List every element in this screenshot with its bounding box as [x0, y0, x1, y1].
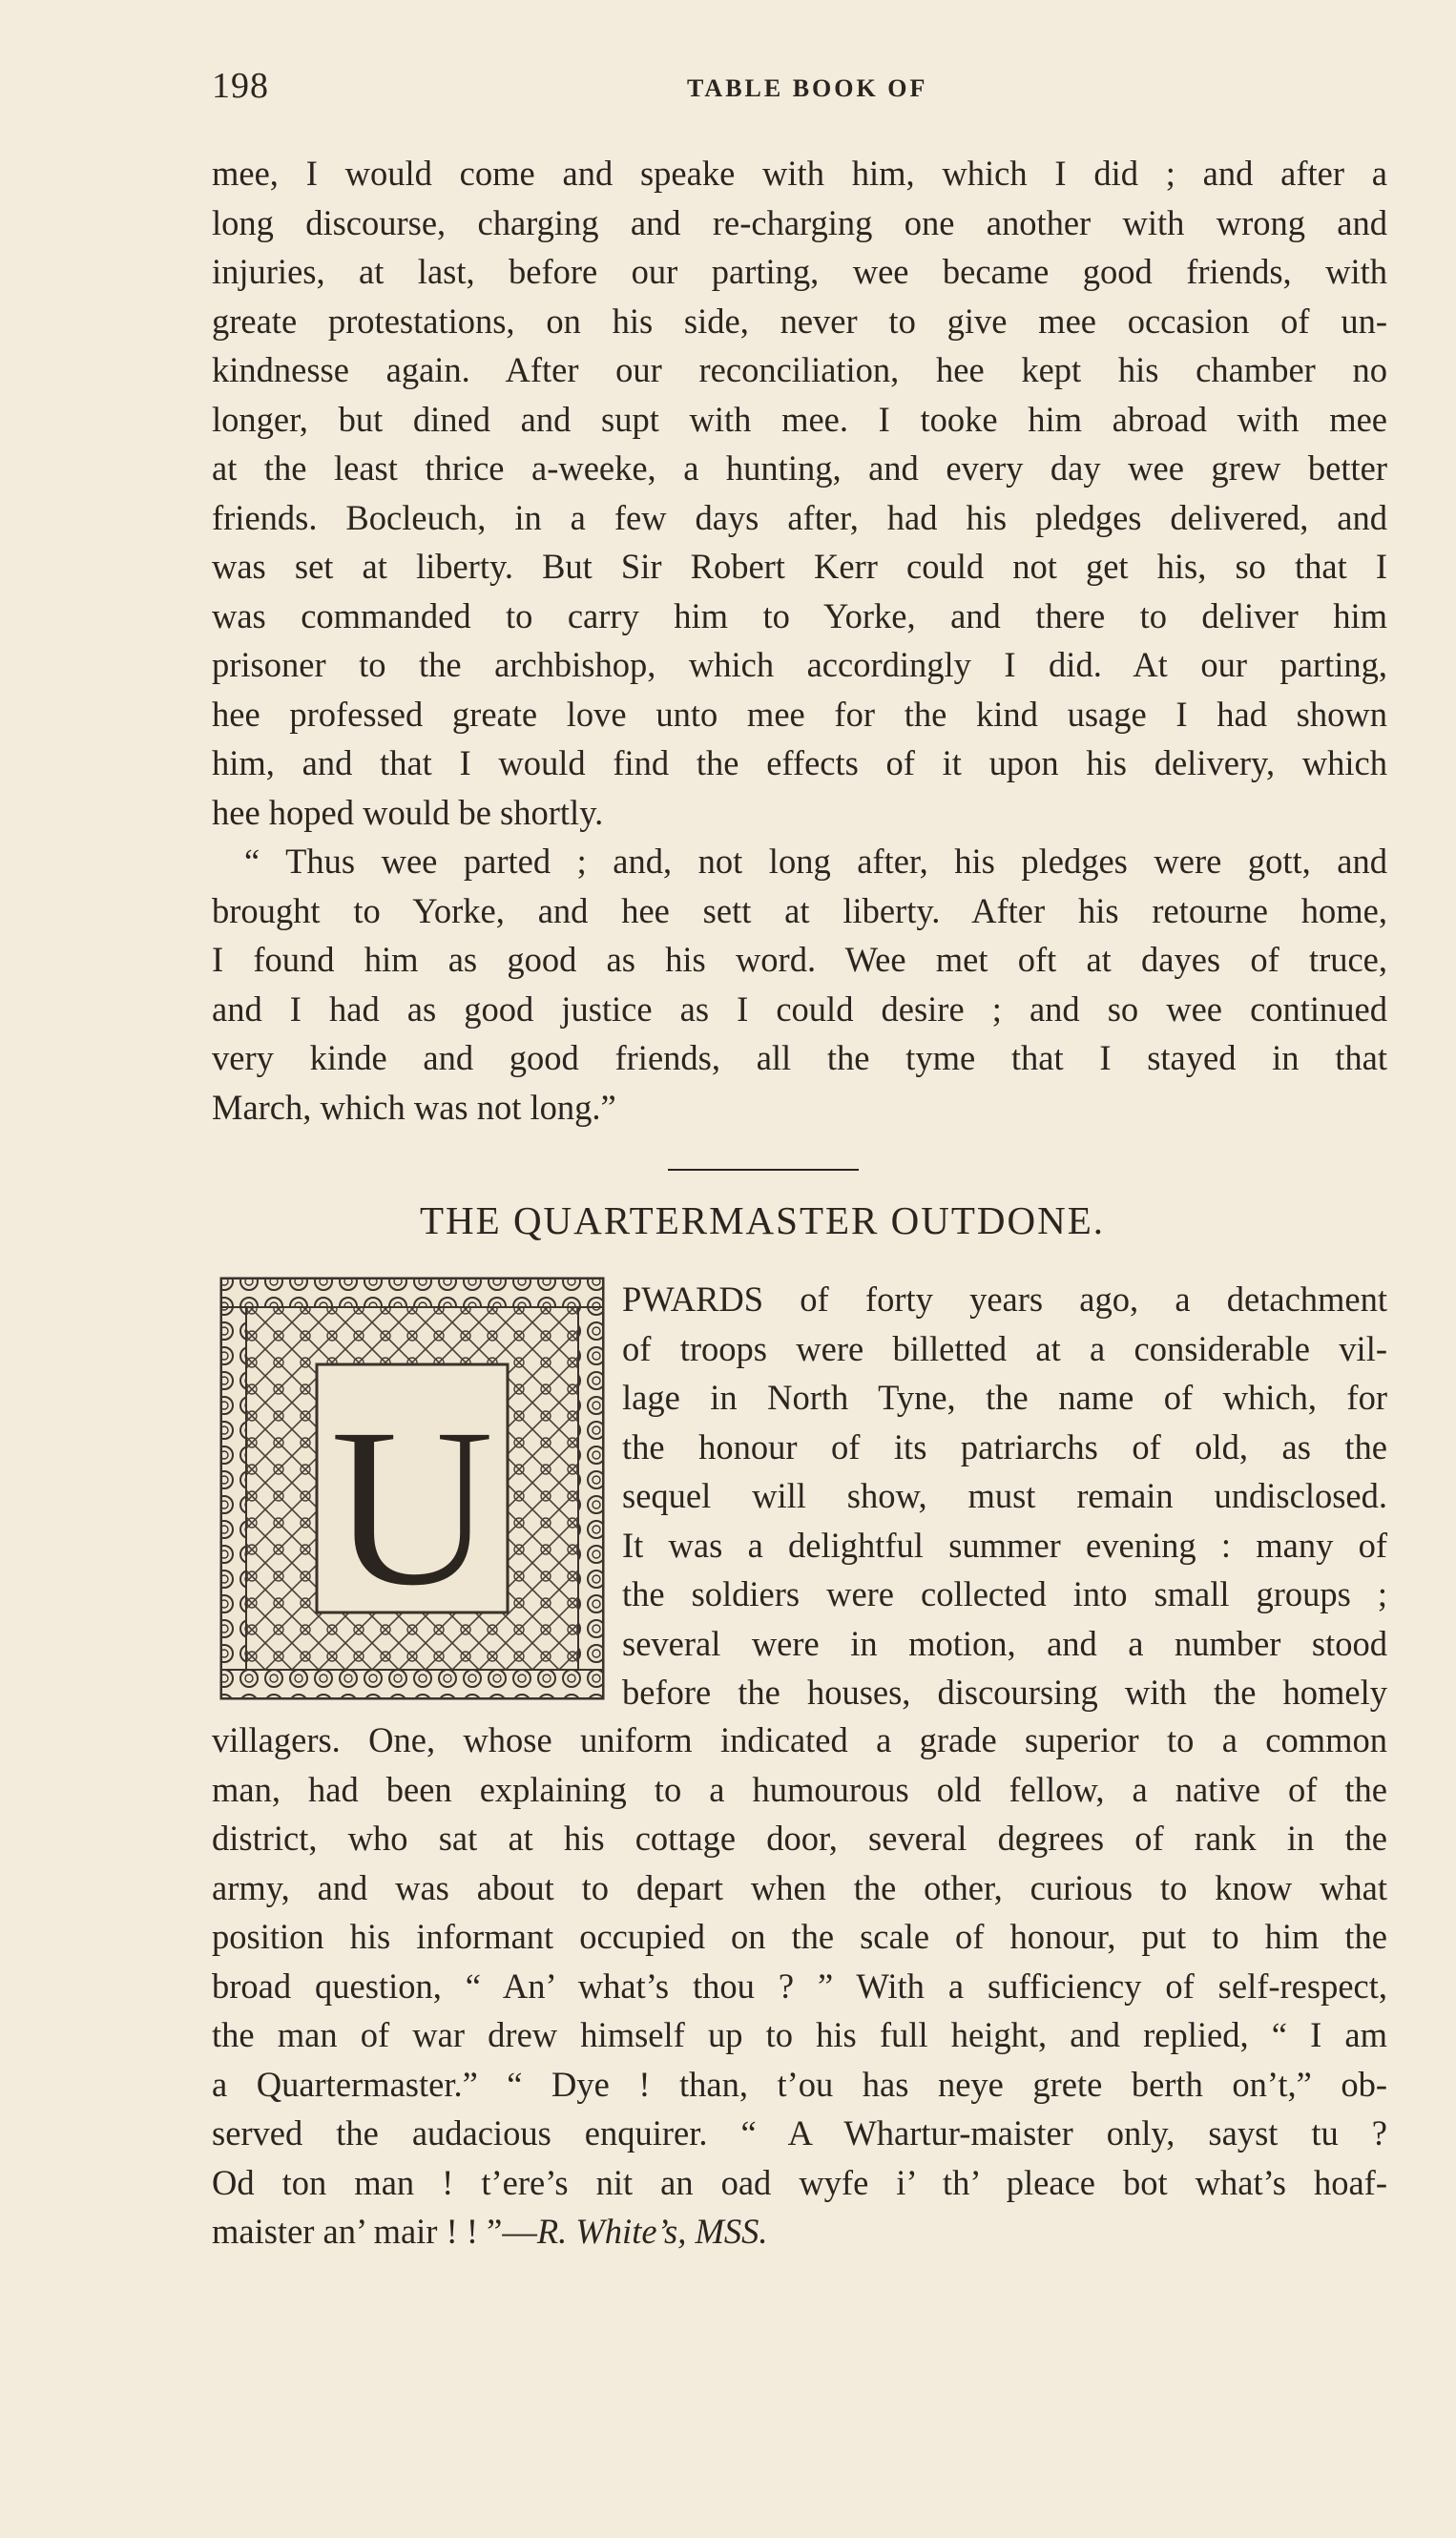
text-line: was set at liberty. But Sir Robert Kerr could not get his, so that I — [212, 547, 1387, 586]
text-line: injuries, at last, before our parting, wee became good friends, with — [212, 252, 1387, 291]
text-line: villagers. One, whose uniform indicated a grade superior to a common — [212, 1720, 1387, 1759]
text-line: the honour of its patriarchs of old, as the — [622, 1426, 1387, 1467]
text-line: broad question, “ An’ what’s thou ? ” With a sufficiency of self-respect, — [212, 1966, 1387, 2006]
text-line: “ Thus wee parted ; and, not long after, his pledges were gott, and — [244, 842, 1387, 881]
final-line-text: maister an’ mair ! ! ”— — [212, 2212, 537, 2251]
text-line: longer, but dined and supt with mee. I tooke him abroad with mee — [212, 399, 1387, 439]
text-line: lage in North Tyne, the name of which, for — [622, 1378, 1387, 1417]
text-line: very kinde and good friends, all the tyme that I stayed in that — [212, 1038, 1387, 1077]
final-line — [212, 2207, 1387, 2257]
text-line: sequel will show, must remain undisclosed. — [622, 1476, 1387, 1515]
page-number: 198 — [212, 66, 269, 106]
ornamental-drop-cap — [212, 1269, 613, 1708]
text-line: and I had as good justice as I could desire ; and so wee continued — [212, 988, 1387, 1029]
text-line: kindnesse again. After our reconciliation, hee kept his chamber no — [212, 350, 1387, 389]
text-line: Od ton man ! t’ere’s nit an oad wyfe i’ th’ pleace bot what’s hoaf- — [212, 2162, 1387, 2202]
text-line: hee professed greate love unto mee for the kind usage I had shown — [212, 694, 1387, 734]
text-line: hee hoped would be shortly. — [212, 792, 604, 832]
running-head: TABLE BOOK OF — [687, 74, 928, 102]
text-line: long discourse, charging and re-charging one another with wrong and — [212, 202, 1387, 242]
body-text-beside-cap — [622, 1275, 1387, 1717]
text-line: before the houses, discoursing with the homely — [622, 1673, 1387, 1712]
text-line: It was a delightful summer evening : many of — [622, 1525, 1387, 1565]
text-line: prisoner to the archbishop, which accordingly I did. At our parting, — [212, 645, 1387, 684]
text-line: at the least thrice a-weeke, a hunting, and every day wee grew better — [212, 448, 1387, 488]
text-line: mee, I would come and speake with him, which I did ; and after a — [212, 154, 1387, 193]
text-line: of troops were billetted at a considerable vil- — [622, 1328, 1387, 1368]
body-text-top — [212, 149, 1387, 1132]
body-text-bottom — [212, 1716, 1387, 2257]
text-line: the man of war drew himself up to his full height, and replied, “ I am — [212, 2015, 1387, 2054]
text-line: served the audacious enquirer. “ A Whartur-maister only, sayst tu ? — [212, 2113, 1387, 2153]
text-line: man, had been explaining to a humourous old fellow, a native of the — [212, 1769, 1387, 1809]
section-divider — [668, 1169, 859, 1171]
text-line: position his informant occupied on the scale of honour, put to him the — [212, 1917, 1387, 1956]
source-signature: R. White’s, MSS. — [536, 2212, 768, 2251]
text-line: a Quartermaster.” “ Dye ! than, t’ou has neye grete berth on’t,” ob- — [212, 2064, 1387, 2104]
text-line: friends. Bocleuch, in a few days after, had his pledges delivered, and — [212, 497, 1387, 537]
text-line: I found him as good as his word. Wee met oft at dayes of truce, — [212, 940, 1387, 979]
text-line: the soldiers were collected into small groups ; — [622, 1574, 1387, 1613]
text-line: him, and that I would find the effects of it upon his delivery, which — [212, 743, 1387, 782]
text-line: army, and was about to depart when the other, curious to know what — [212, 1867, 1387, 1907]
section-title: THE QUARTERMASTER OUTDONE. — [420, 1198, 1106, 1242]
text-line: March, which was not long.” — [212, 1087, 616, 1127]
text-line: greate protestations, on his side, never to give mee occasion of un- — [212, 301, 1387, 341]
text-line: several were in motion, and a number stood — [622, 1623, 1387, 1663]
text-line: was commanded to carry him to Yorke, and there to deliver him — [212, 595, 1387, 635]
drop-cap-letter: U — [329, 1380, 495, 1633]
text-line: district, who sat at his cottage door, several degrees of rank in the — [212, 1819, 1387, 1858]
text-line: brought to Yorke, and hee sett at liberty. After his retourne home, — [212, 890, 1387, 930]
text-line: PWARDS of forty years ago, a detachment — [622, 1279, 1387, 1319]
